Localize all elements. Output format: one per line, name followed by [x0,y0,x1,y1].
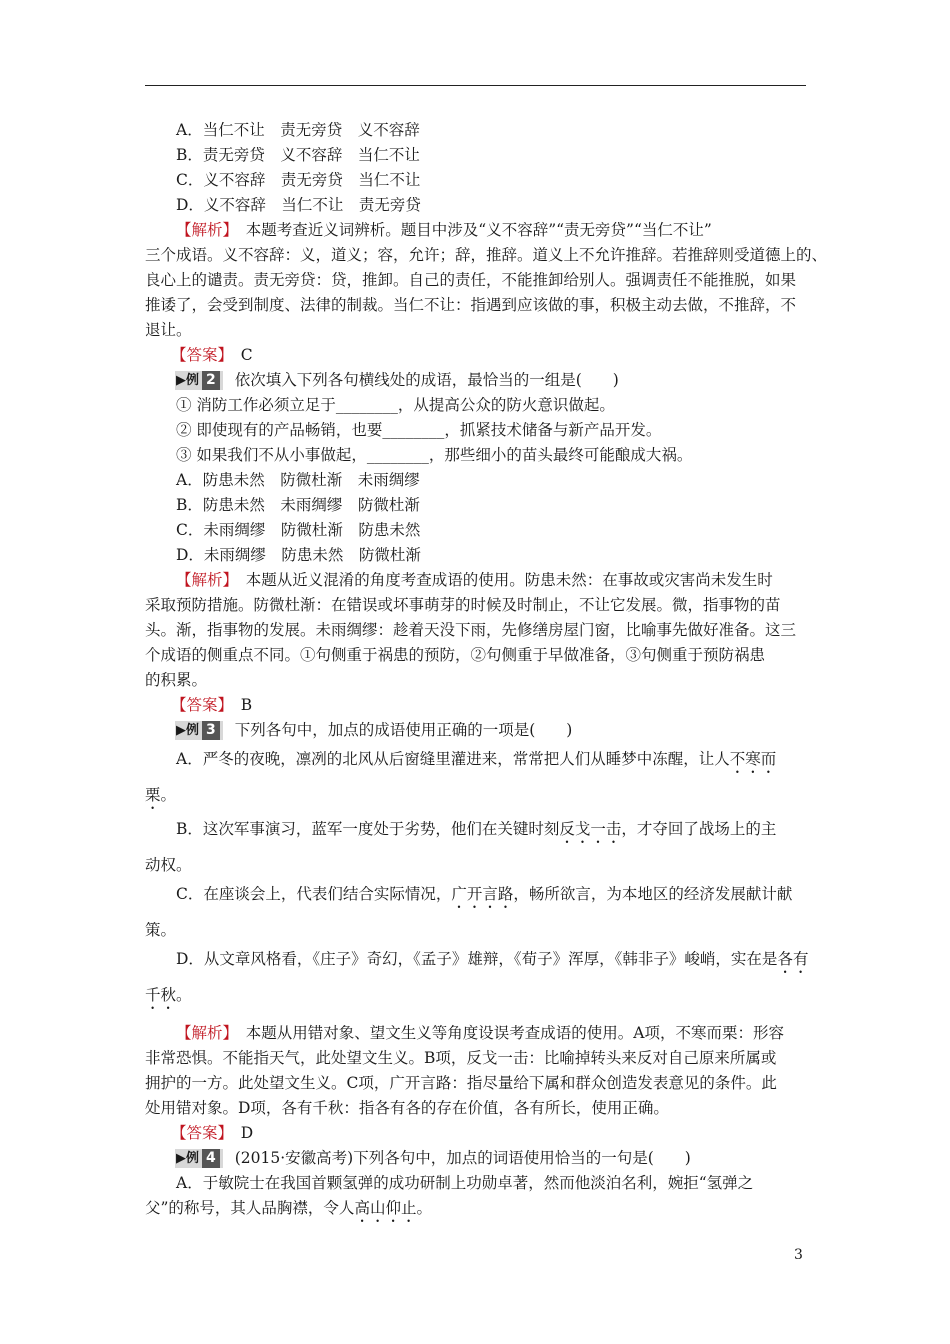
analysis-text: 推诿了，会受到制度、法律的制裁。当仁不让：指遇到应该做的事，积极主动去做，不推辞，不 [145,296,797,314]
q1-option-a: A．当仁不让 责无旁贷 义不容辞 [176,121,420,139]
option-text: 。 [416,1199,432,1217]
analysis-text: 的积累。 [145,671,208,689]
option-text: A．严冬的夜晚，凛冽的北风从后窗缝里灌进来，常常把人们从睡梦中冻醒，让人 [176,750,730,768]
q1-option-d: D．义不容辞 当仁不让 责无旁贷 [176,196,421,214]
q3-answer [145,1121,806,1146]
answer-label: 【答案】 [171,346,226,364]
q3-option-a [145,747,806,813]
example-badge [175,371,223,390]
analysis-label: 【解析】 [176,221,231,239]
analysis-text: 退让。 [145,321,192,339]
q2-analysis [145,568,806,693]
analysis-label: 【解析】 [176,571,231,589]
q1-answer [145,343,806,368]
answer-value: D [240,1124,254,1142]
example-badge-number: 3 [202,721,220,740]
analysis-text: 拥护的一方。此处望文生义。C项，广开言路：指尽量给下属和群众创造发表意见的条件。此 [145,1074,777,1092]
q1-analysis [145,218,828,343]
answer-label: 【答案】 [171,1124,226,1142]
example-badge-label: ▶例 [176,373,199,388]
dotted-idiom: 栗 [145,786,161,804]
analysis-text: 采取预防措施。防微杜渐：在错误或坏事萌芽的时候及时制止，不让它发展。微，指事物的苗 [145,596,781,614]
q2-sentence-1: ① 消防工作必须立足于________，从提高公众的防火意识做起。 [176,396,615,414]
example-4-header [145,1146,806,1171]
dotted-idiom: 千秋 [145,986,177,1004]
page-content [145,118,828,1226]
q2-sentence-3: ③ 如果我们不从小事做起，________，那些细小的苗头最终可能酿成大祸。 [176,446,693,464]
example-stem: (2015·安徽高考)下列各句中，加点的词语使用恰当的一句是( ) [234,1149,691,1167]
analysis-text: 本题从近义混淆的角度考查成语的使用。防患未然：在事故或灾害尚未发生时 [230,571,773,589]
q2-option-d: D．未雨绸缪 防患未然 防微杜渐 [176,546,421,564]
option-text: 父”的称号，其人品胸襟，令人 [145,1199,355,1217]
q3-analysis [145,1021,806,1121]
example-2-header [145,368,806,393]
analysis-text: 本题从用错对象、望文生义等角度设误考查成语的使用。A项，不寒而栗：形容 [230,1024,784,1042]
example-stem: 依次填入下列各句横线处的成语，最恰当的一组是( ) [234,371,619,389]
answer-value: B [240,696,253,714]
analysis-text: 三个成语。义不容辞：义，道义；容，允许；辞，推辞。道义上不允许推辞。若推辞则受道德上的、 [145,246,828,264]
answer-value: C [240,346,253,364]
header-rule [145,85,806,86]
page-number: 3 [794,1247,803,1263]
q1-option-b: B．责无旁贷 义不容辞 当仁不让 [176,146,420,164]
option-text: 。 [176,986,192,1004]
q2-answer [145,693,806,718]
option-text: ，才夺回了战场上的主 [621,820,777,838]
q2-option-a: A．防患未然 防微杜渐 未雨绸缪 [176,471,420,489]
analysis-text: 个成语的侧重点不同。①句侧重于祸患的预防，②句侧重于早做准备，③句侧重于预防祸患 [145,646,766,664]
analysis-text: 良心上的谴责。责无旁贷：贷，推卸。自己的责任，不能推卸给别人。强调责任不能推脱，如果 [145,271,797,289]
answer-label: 【答案】 [171,696,226,714]
dotted-idiom: 不寒而 [729,750,777,768]
example-stem: 下列各句中，加点的成语使用正确的一项是( ) [234,721,573,739]
q1-option-c: C．义不容辞 责无旁贷 当仁不让 [176,171,421,189]
q3-option-b [145,817,806,878]
option-text: C．在座谈会上，代表们结合实际情况， [176,885,452,903]
option-text: B．这次军事演习，蓝军一度处于劣势，他们在关键时刻 [176,820,560,838]
example-3-header [145,718,806,743]
option-text: A．于敏院士在我国首颗氢弹的成功研制上功勋卓著，然而他淡泊名利，婉拒“氢弹之 [176,1174,754,1192]
dotted-idiom: 反戈一击 [559,820,622,838]
analysis-label: 【解析】 [176,1024,231,1042]
q2-option-c: C．未雨绸缪 防微杜渐 防患未然 [176,521,421,539]
dotted-idiom: 广开言路 [451,885,514,903]
q4-option-a [145,1171,806,1226]
example-badge-label: ▶例 [176,723,199,738]
analysis-text: 头。渐，指事物的发展。未雨绸缪：趁着天没下雨，先修缮房屋门窗，比喻事先做好准备。这三 [145,621,797,639]
analysis-text: 本题考查近义词辨析。题目中涉及“义不容辞”“责无旁贷”“当仁不让” [230,221,712,239]
example-badge-number: 2 [202,371,220,390]
example-badge [175,721,223,740]
dotted-idiom: 各有 [777,950,809,968]
q3-option-d [145,947,809,1013]
q3-option-c [145,882,806,943]
analysis-text: 非常恐惧。不能指天气，此处望文生义。B项，反戈一击：比喻掉转头来反对自己原来所属或 [145,1049,777,1067]
analysis-text: 处用错对象。D项，各有千秋：指各有各的存在价值，各有所长，使用正确。 [145,1099,669,1117]
q2-sentence-2: ② 即使现有的产品畅销，也要________，抓紧技术储备与新产品开发。 [176,421,662,439]
example-badge [175,1149,223,1168]
option-text: D．从文章风格看，《庄子》奇幻，《孟子》雄辩，《荀子》浑厚，《韩非子》峻峭，实在是 [176,950,778,968]
option-text: 动权。 [145,856,192,874]
dotted-idiom: 高山仰止 [354,1199,417,1217]
option-text: 。 [160,786,177,804]
option-text: 策。 [145,921,177,939]
q2-option-b: B．防患未然 未雨绸缪 防微杜渐 [176,496,420,514]
example-badge-number: 4 [202,1149,220,1168]
option-text: ，畅所欲言，为本地区的经济发展献计献 [513,885,793,903]
example-badge-label: ▶例 [176,1151,199,1166]
